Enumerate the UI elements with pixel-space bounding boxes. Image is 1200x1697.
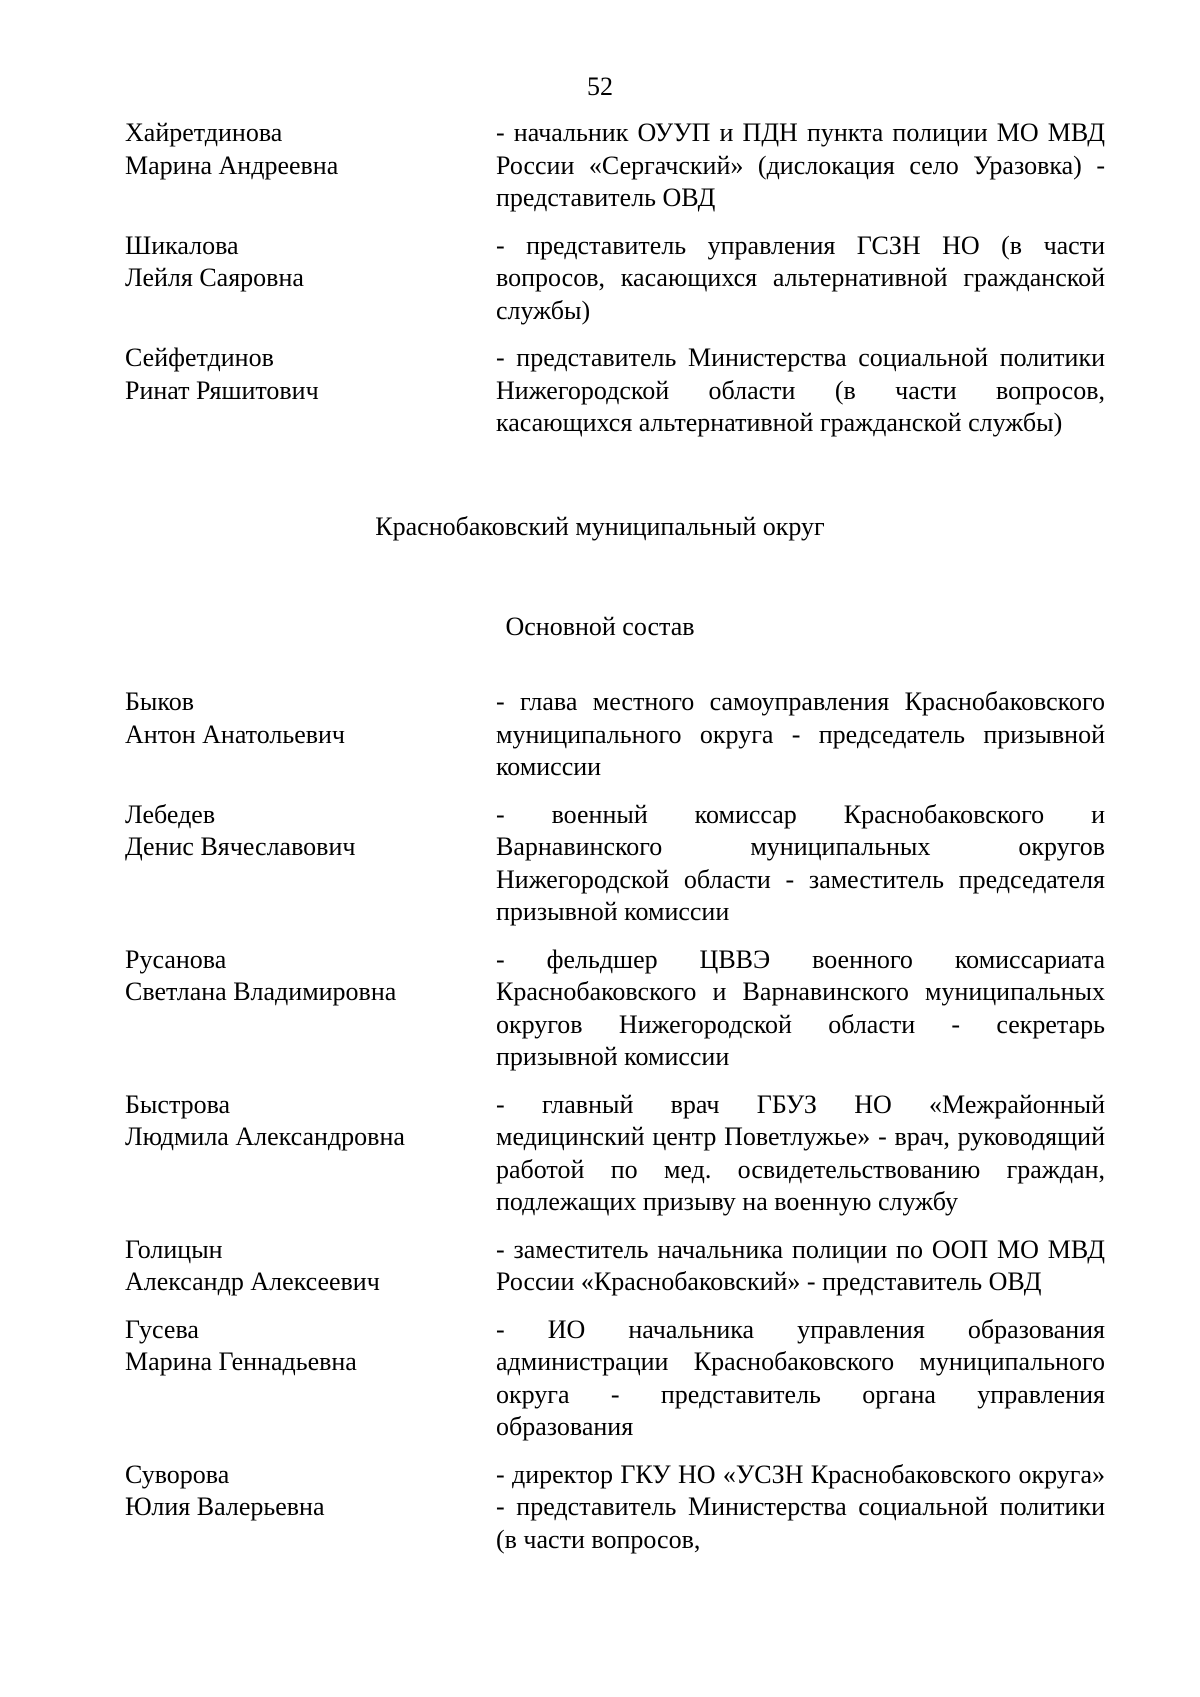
member-name — [125, 1314, 496, 1444]
member-row — [125, 1234, 1105, 1299]
member-role: - военный комиссар Краснобаковского и Варнавинского муниципальных округов Нижегородской области - заместитель председателя призывной комиссии — [496, 799, 1105, 926]
member-role: - ИО начальника управления образования администрации Краснобаковского муниципального округа - представитель органа управления образования — [496, 1314, 1105, 1441]
member-role: - фельдшер ЦВВЭ военного комиссариата Краснобаковского и Варнавинского муниципальных округов Нижегородской области - секретарь призывной комиссии — [496, 944, 1105, 1071]
member-name — [125, 1234, 496, 1299]
member-role: - представитель управления ГСЗН НО (в части вопросов, касающихся альтернативной гражданской службы) — [496, 230, 1105, 325]
members-list-main — [125, 686, 1105, 1571]
member-surname: Сейфетдинов — [125, 343, 274, 372]
member-given-name: Людмила Александровна — [125, 1122, 405, 1151]
member-given-name: Денис Вячеславович — [125, 832, 356, 861]
member-name — [125, 1459, 496, 1557]
member-given-name: Светлана Владимировна — [125, 977, 397, 1006]
member-role: - главный врач ГБУЗ НО «Межрайонный медицинский центр Поветлужье» - врач, руководящий работой по мед. освидетельствованию граждан, подлежащих призыву на военную службу — [496, 1089, 1105, 1216]
member-surname: Хайретдинова — [125, 118, 283, 147]
member-name — [125, 944, 496, 1074]
member-given-name: Лейля Саяровна — [125, 263, 304, 292]
member-surname: Шикалова — [125, 230, 239, 260]
members-list-top — [125, 117, 1105, 455]
member-name — [125, 117, 496, 215]
district-title: Краснобаковский муниципальный округ — [375, 512, 825, 541]
member-role: - представитель Министерства социальной политики Нижегородской области (в части вопросов, касающихся альтернативной гражданской службы) — [496, 343, 1105, 437]
member-row — [125, 944, 1105, 1074]
member-name — [125, 230, 496, 328]
member-name — [125, 686, 496, 784]
member-role: - заместитель начальника полиции по ООП МО МВД России «Краснобаковский» - представитель ОВД — [496, 1234, 1105, 1296]
member-surname: Лебедев — [125, 799, 216, 829]
member-row — [125, 1314, 1105, 1444]
member-given-name: Александр Алексеевич — [125, 1267, 380, 1296]
member-row — [125, 686, 1105, 784]
member-given-name: Марина Андреевна — [125, 150, 339, 180]
member-name — [125, 342, 496, 440]
member-role: - директор ГКУ НО «УСЗН Краснобаковского округа» - представитель Министерства социальной политики (в части вопросов, — [496, 1459, 1105, 1554]
member-row — [125, 117, 1105, 215]
member-surname: Гусева — [125, 1314, 199, 1344]
member-given-name: Ринат Ряшитович — [125, 375, 319, 405]
member-surname: Быстрова — [125, 1089, 231, 1119]
member-row — [125, 230, 1105, 328]
member-row — [125, 1459, 1105, 1557]
member-row — [125, 1089, 1105, 1219]
member-surname: Голицын — [125, 1234, 223, 1264]
page-number: 52 — [587, 72, 613, 101]
member-given-name: Марина Геннадьевна — [125, 1347, 357, 1376]
member-surname: Быков — [125, 687, 194, 716]
member-role: - начальник ОУУП и ПДН пункта полиции МО МВД России «Сергачский» (дислокация село Уразовка) - представитель ОВД — [496, 118, 1105, 212]
member-given-name: Юлия Валерьевна — [125, 1492, 325, 1521]
member-row — [125, 799, 1105, 929]
member-surname: Суворова — [125, 1459, 230, 1489]
member-role: - глава местного самоуправления Краснобаковского муниципального округа - председатель призывной комиссии — [496, 687, 1105, 781]
member-row — [125, 342, 1105, 440]
composition-title: Основной состав — [505, 612, 695, 641]
member-name — [125, 1089, 496, 1219]
member-name — [125, 799, 496, 929]
member-surname: Русанова — [125, 944, 227, 974]
member-given-name: Антон Анатольевич — [125, 719, 345, 749]
